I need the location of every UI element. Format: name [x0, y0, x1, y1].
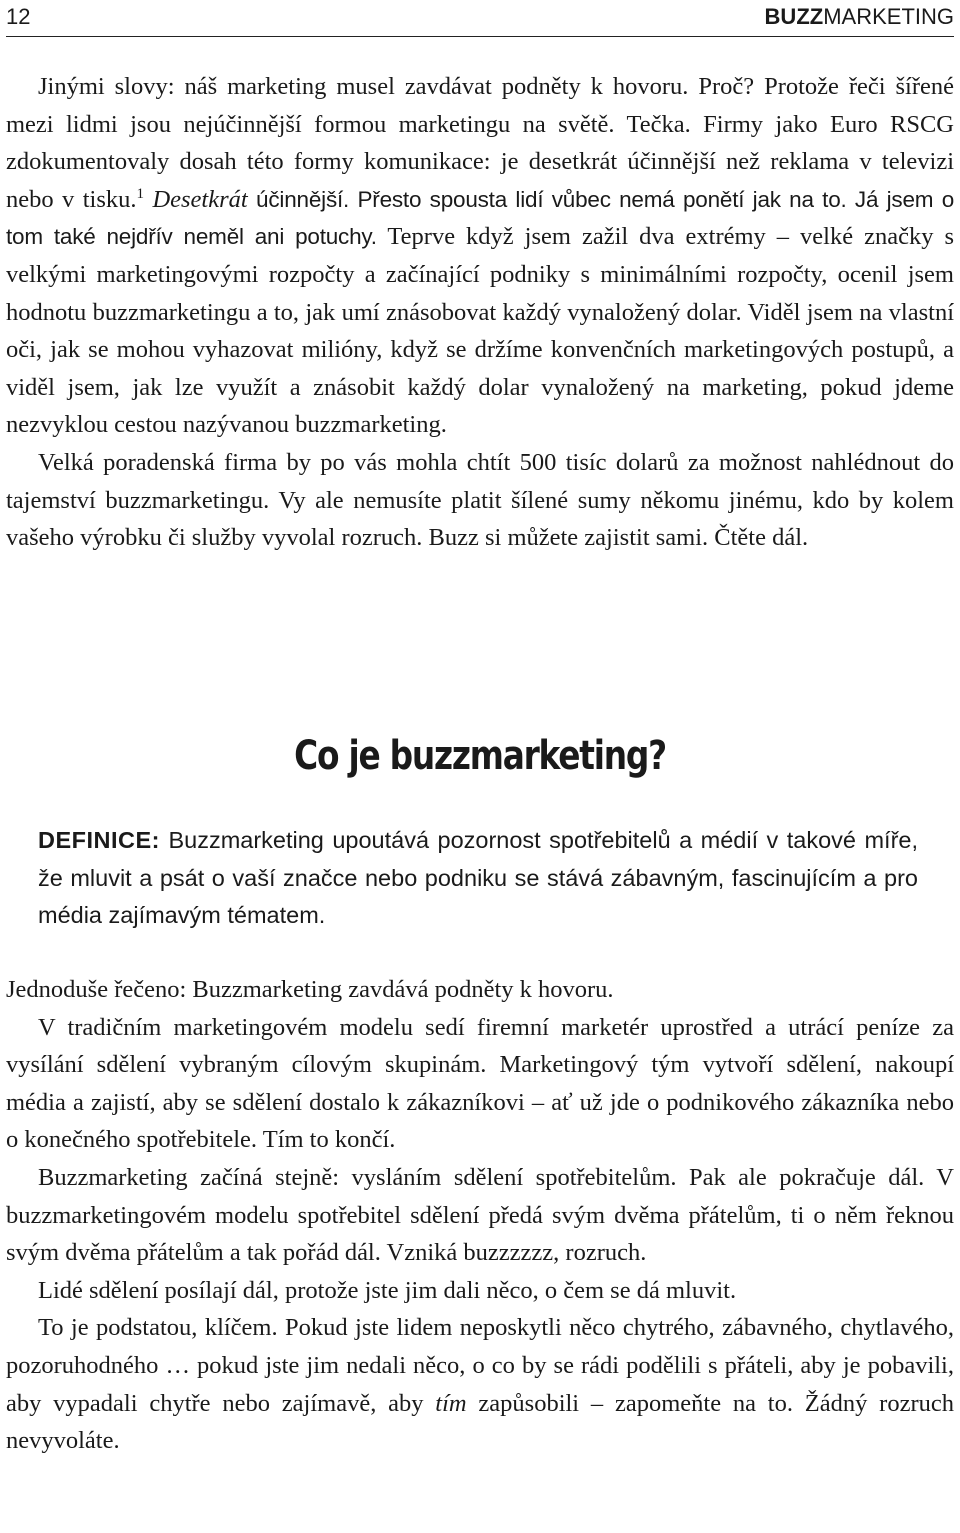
body-paragraph-2: V tradičním marketingovém modelu sedí firemní marketér uprostřed a utrácí peníze za vysílání sdělení vybraným cílovým skupinám. Marketingový tým vytvoří sdělení, nakoupí média a zajistí, aby se sdělení dostalo k zákazníkovi – ať už jde o podnikového zákazníka nebo o konečného spotřebitele. Tím to končí. — [6, 1013, 954, 1154]
body-paragraph-3: Buzzmarketing začíná stejně: vysláním sdělení spotřebitelům. Pak ale pokračuje dál. V buzzmarketingovém modelu spotřebitel sdělení předá svým dvěma přátelům, ti o něm řeknou svým dvěma přátelům a tak pořád dál. Vzniká buzzzzzz, rozruch. — [6, 1163, 954, 1267]
body-paragraph-1: Jednoduše řečeno: Buzzmarketing zavdává podněty k hovoru. — [6, 976, 614, 1003]
intro-section — [6, 68, 954, 557]
intro-paragraph-2: Velká poradenská firma by po vás mohla chtít 500 tisíc dolarů za možnost nahlédnout do tajemství buzzmarketingu. Vy ale nemusíte platit šílené sumy někomu jinému, kdo by kolem vašeho výrobku či služby vyvolal rozruch. Buzz si můžete zajistit sami. Čtěte dál. — [6, 448, 954, 552]
body-paragraph-5 — [6, 1309, 954, 1459]
definition-label: DEFINICE: — [38, 827, 160, 853]
definition-box — [38, 822, 918, 935]
intro-p1-text: Jinými slovy: náš marketing musel zavdávat podněty k hovoru. Proč? Protože řeči šířené mezi lidmi jsou nejúčinnější formou marketingu na světě. Tečka. Firmy jako Euro RSCG zdokumentovaly dosah této formy komunikace: je desetkrát účinnější než reklama v televizi nebo v tisku. — [6, 73, 954, 213]
body-section — [6, 971, 954, 1460]
intro-p1-sans-passage: účinnější. Přesto spousta lidí vůbec nemá ponětí jak na to. Já jsem o tom také nejdřív neměl ani potuchy. — [6, 186, 955, 250]
section-heading: Co je buzzmarketing? — [294, 733, 666, 779]
body-paragraph-4: Lidé sdělení posílají dál, protože jste jim dali něco, o čem se dá mluvit. — [38, 1276, 737, 1304]
intro-paragraph-1 — [6, 68, 954, 444]
body-p5-italic: tím — [435, 1389, 467, 1417]
intro-p1-italic: Desetkrát — [152, 185, 248, 213]
footnote-marker: 1 — [136, 185, 145, 202]
page-header — [6, 2, 954, 37]
intro-p1-rest: Teprve když jsem zažil dva extrémy – velké značky s velkými marketingovými rozpočty a začínající podniky s minimálními rozpočty, ocenil jsem hodnotu buzzmarketingu a to, jak umí znásobovat každý vynaložený dolar. Viděl jsem na vlastní oči, jak se mohou vyhazovat milióny, když se držíme konvenčních marketingových postupů, a viděl jsem, jak lze využít a znásobit každý dolar vynaložený na marketing, pokud jdeme nezvyklou cestou nazývanou buzzmarketing. — [6, 223, 954, 439]
running-title-rest: MARKETING — [823, 4, 954, 29]
body-p5-text: To je podstatou, klíčem. Pokud jste lidem neposkytli něco chytrého, zábavného, chytlavého, pozoruhodného … pokud jste jim nedali něco, o co by se rádi podělili s přáteli, aby je pobavili, aby vypadali chytře nebo zajímavě, aby — [6, 1314, 954, 1417]
running-title — [765, 4, 954, 30]
running-title-bold: BUZZ — [764, 4, 824, 29]
definition-text: Buzzmarketing upoutává pozornost spotřebitelů a médií v takové míře, že mluvit a psát o vaší značce nebo podniku se stává zábavným, fascinujícím a pro média zajímavým tématem. — [38, 827, 918, 928]
page-number: 12 — [6, 4, 31, 29]
body-p5-end: zapůsobili – zapomeňte na to. Žádný rozruch nevyvoláte. — [6, 1389, 954, 1455]
